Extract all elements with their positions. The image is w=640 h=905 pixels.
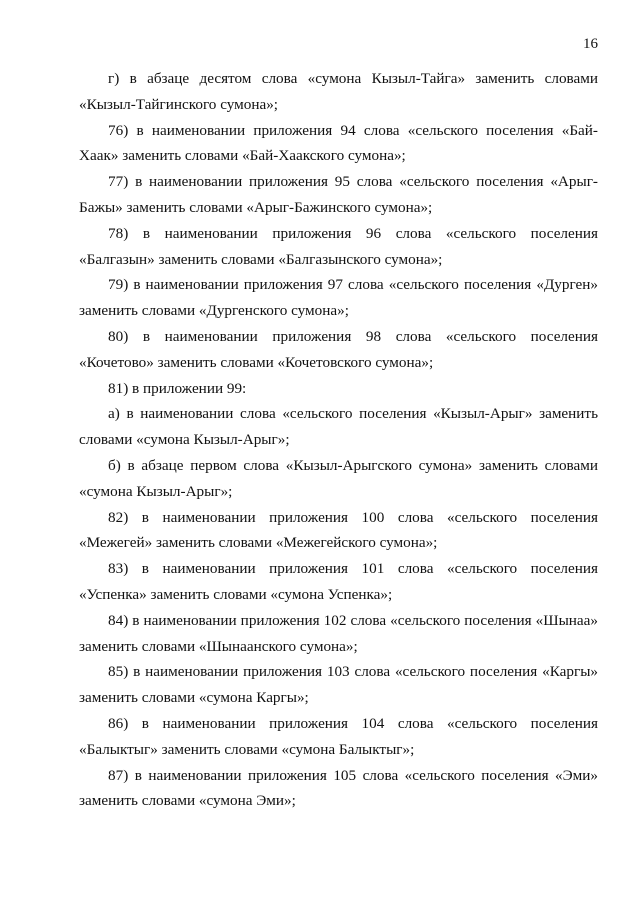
- paragraph: [79, 118, 598, 170]
- paragraph-line: «Кочетово» заменить словами «Кочетовского сумона»;: [79, 353, 434, 371]
- paragraph: [79, 711, 598, 763]
- paragraph: [79, 376, 598, 402]
- page-number: 16: [583, 36, 598, 52]
- paragraph-line: г) в абзаце десятом слова «сумона Кызыл-Тайга» заменить словами: [108, 70, 598, 87]
- paragraph-line: «Кызыл-Тайгинского сумона»;: [79, 95, 279, 113]
- paragraph: [79, 401, 598, 453]
- paragraph-line: 82) в наименовании приложения 100 слова «сельского поселения: [108, 508, 598, 526]
- paragraph-line: «Балыктыг» заменить словами «сумона Балыктыг»;: [79, 740, 415, 758]
- paragraph-line: 78) в наименовании приложения 96 слова «сельского поселения: [108, 224, 598, 242]
- paragraph-line: 80) в наименовании приложения 98 слова «сельского поселения: [108, 327, 598, 345]
- paragraph-line: Хаак» заменить словами «Бай-Хаакского сумона»;: [79, 147, 406, 165]
- paragraph-line: «Успенка» заменить словами «сумона Успенка»;: [79, 585, 393, 603]
- paragraph-line: заменить словами «сумона Эми»;: [79, 792, 296, 810]
- paragraph: [79, 169, 598, 221]
- paragraph-line: б) в абзаце первом слова «Кызыл-Арыгского сумона» заменить словами: [108, 456, 598, 474]
- paragraph: [79, 66, 598, 118]
- paragraph: [79, 556, 598, 608]
- paragraph-line: «сумона Кызыл-Арыг»;: [79, 482, 233, 500]
- paragraph-line: 81) в приложении 99:: [108, 379, 247, 397]
- paragraph: [79, 659, 598, 711]
- paragraph-line: а) в наименовании слова «сельского поселения «Кызыл-Арыг» заменить: [108, 405, 598, 423]
- paragraph-line: заменить словами «сумона Каргы»;: [79, 689, 309, 707]
- paragraph: [79, 221, 598, 273]
- paragraph-line: «Межегей» заменить словами «Межегейского сумона»;: [79, 534, 438, 552]
- paragraph: [79, 763, 598, 815]
- paragraph-line: словами «сумона Кызыл-Арыг»;: [79, 431, 290, 449]
- paragraph-line: 77) в наименовании приложения 95 слова «сельского поселения «Арыг-: [108, 173, 598, 191]
- paragraph: [79, 453, 598, 505]
- paragraph-line: 83) в наименовании приложения 101 слова «сельского поселения: [108, 560, 598, 578]
- paragraph-line: 85) в наименовании приложения 103 слова «сельского поселения «Каргы»: [108, 663, 598, 681]
- paragraph-line: Бажы» заменить словами «Арыг-Бажинского сумона»;: [79, 198, 433, 216]
- paragraph-line: 84) в наименовании приложения 102 слова «сельского поселения «Шынаа»: [108, 611, 598, 629]
- document-body: [79, 66, 598, 814]
- paragraph-line: 87) в наименовании приложения 105 слова «сельского поселения «Эми»: [108, 766, 598, 784]
- paragraph: [79, 505, 598, 557]
- paragraph-line: 79) в наименовании приложения 97 слова «сельского поселения «Дурген»: [108, 276, 598, 294]
- paragraph: [79, 272, 598, 324]
- paragraph-line: заменить словами «Дургенского сумона»;: [79, 302, 349, 320]
- paragraph-line: 76) в наименовании приложения 94 слова «сельского поселения «Бай-: [108, 121, 598, 139]
- paragraph: [79, 324, 598, 376]
- paragraph: [79, 608, 598, 660]
- paragraph-line: «Балгазын» заменить словами «Балгазынского сумона»;: [79, 250, 443, 268]
- paragraph-line: заменить словами «Шынаанского сумона»;: [79, 637, 358, 655]
- paragraph-line: 86) в наименовании приложения 104 слова «сельского поселения: [108, 714, 598, 732]
